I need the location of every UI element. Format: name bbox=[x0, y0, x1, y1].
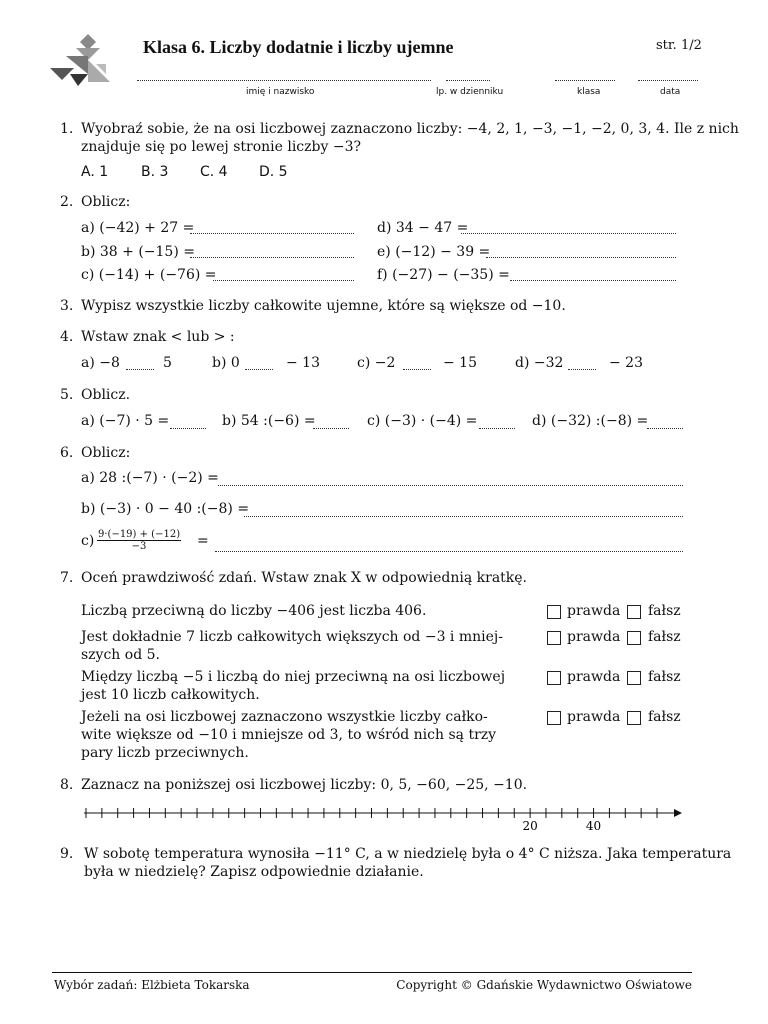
number-label: lp. w dzienniku bbox=[436, 87, 504, 97]
q4-number: 4. bbox=[60, 329, 74, 345]
q5-item-b: b) 54 :(−6) = bbox=[222, 413, 316, 429]
q2-answer-f[interactable] bbox=[510, 280, 676, 281]
q7-false-checkbox-2[interactable] bbox=[627, 631, 641, 645]
q7-false-label-2: fałsz bbox=[648, 629, 681, 645]
q4-answer-c[interactable] bbox=[403, 369, 431, 370]
q7-false-label-3: fałsz bbox=[648, 669, 681, 685]
q1-number: 1. bbox=[60, 121, 74, 137]
q2-answer-d[interactable] bbox=[461, 233, 676, 234]
q4-answer-a[interactable] bbox=[126, 369, 154, 370]
q7-true-label-4: prawda bbox=[567, 709, 621, 725]
page-number: str. 1/2 bbox=[656, 38, 702, 53]
q6-item-a: a) 28 :(−7) · (−2) = bbox=[81, 470, 219, 486]
q6-fraction-denominator: −3 bbox=[131, 541, 147, 552]
q7-true-label-1: prawda bbox=[567, 603, 621, 619]
q5-item-c: c) (−3) · (−4) = bbox=[367, 413, 478, 429]
q5-answer-c[interactable] bbox=[479, 428, 515, 429]
q1-option-b[interactable]: B. 3 bbox=[141, 164, 169, 180]
q7-statement-3-line2: jest 10 liczb całkowitych. bbox=[81, 687, 260, 703]
q7-statement-1: Liczbą przeciwną do liczby −406 jest liczba 406. bbox=[81, 603, 427, 619]
q6-answer-b[interactable] bbox=[244, 516, 683, 517]
q4-answer-b[interactable] bbox=[245, 369, 273, 370]
q7-false-checkbox-4[interactable] bbox=[627, 711, 641, 725]
q7-statement-3: Między liczbą −5 i liczbą do niej przeciwną na osi liczbowej bbox=[81, 669, 506, 685]
number-line-label: 40 bbox=[585, 819, 602, 833]
q2-number: 2. bbox=[60, 194, 74, 210]
q6-item-b: b) (−3) · 0 − 40 :(−8) = bbox=[81, 501, 250, 517]
page-title: Klasa 6. Liczby dodatnie i liczby ujemne bbox=[143, 37, 454, 57]
q5-item-a: a) (−7) · 5 = bbox=[81, 413, 170, 429]
q4-item-c-left: c) −2 bbox=[357, 355, 396, 371]
q1-text-2: znajduje się po lewej stronie liczby −3? bbox=[81, 139, 361, 155]
q6-fraction-numerator: 9·(−19) + (−12) bbox=[98, 529, 181, 540]
q2-item-a: a) (−42) + 27 = bbox=[81, 220, 195, 236]
q2-item-f: f) (−27) − (−35) = bbox=[377, 267, 510, 283]
q7-text: Oceń prawdziwość zdań. Wstaw znak X w odpowiednią kratkę. bbox=[81, 570, 528, 586]
q1-option-d[interactable]: D. 5 bbox=[259, 164, 288, 180]
q4-text: Wstaw znak < lub > : bbox=[81, 329, 235, 345]
q4-item-a-left: a) −8 bbox=[81, 355, 120, 371]
q6-number: 6. bbox=[60, 445, 74, 461]
number-line-label: 20 bbox=[522, 819, 538, 833]
q4-item-d-right: − 23 bbox=[609, 355, 643, 371]
q5-number: 5. bbox=[60, 387, 74, 403]
number-line-arrow-icon bbox=[674, 809, 682, 817]
q7-false-label-1: fałsz bbox=[648, 603, 681, 619]
q5-answer-d[interactable] bbox=[647, 428, 683, 429]
q7-true-checkbox-2[interactable] bbox=[547, 631, 561, 645]
q9-text: W sobotę temperatura wynosiła −11° C, a w niedzielę była o 4° C niższa. Jaka temperatura bbox=[84, 846, 732, 862]
q2-answer-a[interactable] bbox=[190, 233, 354, 234]
number-field[interactable] bbox=[446, 80, 490, 81]
logo-icon bbox=[48, 34, 114, 88]
q7-statement-2: Jest dokładnie 7 liczb całkowitych większych od −3 i mniej- bbox=[81, 629, 503, 645]
q1-text: Wyobraź sobie, że na osi liczbowej zaznaczono liczby: −4, 2, 1, −3, −1, −2, 0, 3, 4. Ile z nich bbox=[81, 121, 739, 137]
q1-option-a[interactable]: A. 1 bbox=[81, 164, 109, 180]
date-field[interactable] bbox=[638, 80, 698, 81]
number-line[interactable] bbox=[80, 804, 685, 836]
q4-item-b-left: b) 0 bbox=[212, 355, 240, 371]
class-field[interactable] bbox=[555, 80, 615, 81]
q6-text: Oblicz: bbox=[81, 445, 131, 461]
q6-item-c-label: c) bbox=[81, 533, 95, 549]
q2-answer-b[interactable] bbox=[190, 257, 354, 258]
q3-text: Wypisz wszystkie liczby całkowite ujemne, które są większe od −10. bbox=[81, 298, 566, 314]
q7-true-label-3: prawda bbox=[567, 669, 621, 685]
q2-answer-e[interactable] bbox=[486, 257, 676, 258]
q4-item-a-right: 5 bbox=[163, 355, 172, 371]
q5-item-d: d) (−32) :(−8) = bbox=[532, 413, 649, 429]
q7-statement-4-line3: pary liczb przeciwnych. bbox=[81, 745, 249, 761]
q4-answer-d[interactable] bbox=[568, 369, 596, 370]
date-label: data bbox=[660, 87, 681, 97]
footer-copyright: Copyright © Gdańskie Wydawnictwo Oświatowe bbox=[396, 978, 692, 992]
q8-number: 8. bbox=[60, 777, 74, 793]
name-field[interactable] bbox=[137, 80, 431, 81]
q7-true-label-2: prawda bbox=[567, 629, 621, 645]
q2-text: Oblicz: bbox=[81, 194, 131, 210]
q1-option-c[interactable]: C. 4 bbox=[200, 164, 228, 180]
q3-number: 3. bbox=[60, 298, 74, 314]
q7-true-checkbox-4[interactable] bbox=[547, 711, 561, 725]
footer-divider bbox=[52, 972, 692, 973]
q7-statement-4: Jeżeli na osi liczbowej zaznaczono wszystkie liczby całko- bbox=[81, 709, 488, 725]
q2-item-b: b) 38 + (−15) = bbox=[81, 244, 195, 260]
q4-item-d-left: d) −32 bbox=[515, 355, 564, 371]
q7-true-checkbox-1[interactable] bbox=[547, 605, 561, 619]
q6-item-c-equals: = bbox=[197, 533, 209, 549]
q6-answer-a[interactable] bbox=[218, 485, 683, 486]
q6-item-c-fraction bbox=[97, 529, 181, 552]
q6-answer-c[interactable] bbox=[215, 551, 683, 552]
q2-item-c: c) (−14) + (−76) = bbox=[81, 267, 217, 283]
q2-answer-c[interactable] bbox=[213, 280, 354, 281]
q9-number: 9. bbox=[60, 846, 74, 862]
q7-false-checkbox-3[interactable] bbox=[627, 671, 641, 685]
q7-false-label-4: fałsz bbox=[648, 709, 681, 725]
q2-item-d: d) 34 − 47 = bbox=[377, 220, 469, 236]
q7-statement-4-line2: wite większe od −10 i mniejsze od 3, to wśród nich są trzy bbox=[81, 727, 497, 743]
q2-item-e: e) (−12) − 39 = bbox=[377, 244, 491, 260]
q7-statement-2-line2: szych od 5. bbox=[81, 647, 160, 663]
name-label: imię i nazwisko bbox=[246, 87, 315, 97]
q4-item-b-right: − 13 bbox=[286, 355, 320, 371]
class-label: klasa bbox=[577, 87, 601, 97]
q9-text-2: była w niedzielę? Zapisz odpowiednie działanie. bbox=[84, 864, 424, 880]
q7-number: 7. bbox=[60, 570, 74, 586]
q5-text: Oblicz. bbox=[81, 387, 131, 403]
q7-true-checkbox-3[interactable] bbox=[547, 671, 561, 685]
q8-text: Zaznacz na poniższej osi liczbowej liczby: 0, 5, −60, −25, −10. bbox=[81, 777, 528, 793]
q4-item-c-right: − 15 bbox=[443, 355, 477, 371]
footer-author: Wybór zadań: Elżbieta Tokarska bbox=[54, 978, 250, 992]
q7-false-checkbox-1[interactable] bbox=[627, 605, 641, 619]
q5-answer-b[interactable] bbox=[313, 428, 349, 429]
q5-answer-a[interactable] bbox=[170, 428, 206, 429]
